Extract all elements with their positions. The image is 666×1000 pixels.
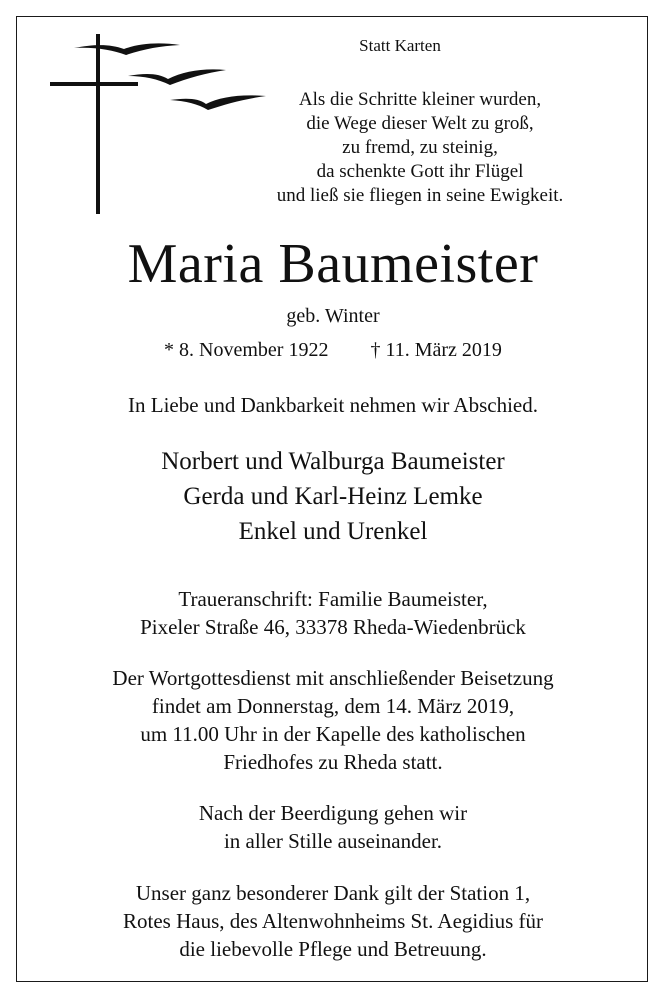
life-dates	[0, 338, 666, 362]
thanks-line: Unser ganz besonderer Dank gilt der Station 1,	[135, 881, 531, 905]
address-line: Pixeler Straße 46, 33378 Rheda-Wiedenbrück	[140, 615, 526, 639]
family-line: Norbert und Walburga Baumeister	[161, 448, 505, 475]
family-list	[0, 444, 666, 549]
mourning-address	[0, 585, 666, 641]
service-info	[0, 664, 666, 776]
thanks-note	[0, 879, 666, 963]
after-burial-note	[0, 799, 666, 855]
poem-line: da schenkte Gott ihr Flügel	[316, 161, 524, 182]
deceased-name: Maria Baumeister	[127, 233, 539, 295]
service-line: um 11.00 Uhr in der Kapelle des katholischen	[140, 722, 526, 746]
death-date: † 11. März 2019	[370, 339, 502, 361]
poem	[240, 88, 600, 208]
birth-date: * 8. November 1922	[164, 339, 329, 361]
poem-line: die Wege dieser Welt zu groß,	[306, 113, 534, 134]
service-line: Der Wortgottesdienst mit anschließender Beisetzung	[112, 666, 554, 690]
service-line: findet am Donnerstag, dem 14. März 2019,	[151, 694, 515, 718]
thanks-line: die liebevolle Pflege und Betreuung.	[179, 937, 487, 961]
thanks-line: Rotes Haus, des Altenwohnheims St. Aegidius für	[123, 909, 543, 933]
statt-karten-label: Statt Karten	[359, 36, 441, 55]
poem-line: Als die Schritte kleiner wurden,	[298, 89, 542, 110]
family-line: Enkel und Urenkel	[238, 518, 428, 545]
poem-line: und ließ sie fliegen in seine Ewigkeit.	[276, 185, 564, 206]
address-line: Traueranschrift: Familie Baumeister,	[178, 587, 488, 611]
family-line: Gerda und Karl-Heinz Lemke	[183, 483, 483, 510]
service-line: Friedhofes zu Rheda statt.	[223, 750, 443, 774]
after-burial-line: in aller Stille auseinander.	[223, 829, 443, 853]
poem-line: zu fremd, zu steinig,	[342, 137, 498, 158]
maiden-name: geb. Winter	[286, 305, 380, 327]
after-burial-line: Nach der Beerdigung gehen wir	[198, 801, 468, 825]
farewell-text: In Liebe und Dankbarkeit nehmen wir Abschied.	[128, 393, 538, 417]
